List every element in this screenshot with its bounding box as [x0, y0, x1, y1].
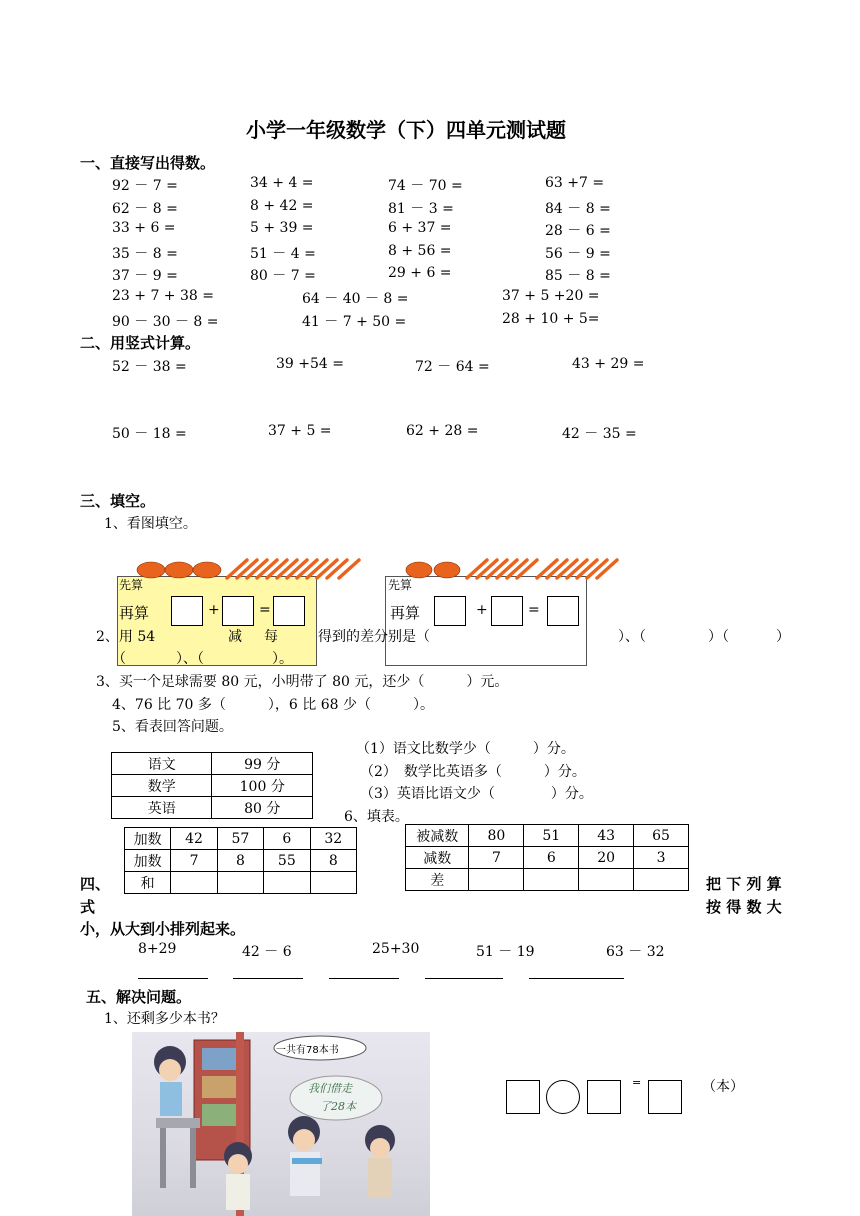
- table-cell: 100 分: [212, 775, 313, 797]
- arithmetic-problem: 23 + 7 + 38 =: [112, 288, 214, 304]
- table-cell[interactable]: [171, 872, 217, 894]
- pic-label-first: 先算: [388, 578, 413, 592]
- table-cell: 42: [171, 828, 217, 850]
- table-cell: 57: [217, 828, 263, 850]
- table-cell: 99 分: [212, 753, 313, 775]
- table-row-header: 加数: [125, 850, 171, 872]
- arithmetic-problem: 41 － 7 + 50 =: [302, 313, 407, 330]
- vertical-calc-problem: 42 － 35 =: [562, 426, 637, 442]
- arithmetic-problem: 5 + 39 =: [250, 220, 314, 237]
- bundle-sticks-right: [405, 556, 630, 580]
- arithmetic-problem: 81 － 3 =: [388, 200, 454, 217]
- arithmetic-problem: 51 － 4 =: [250, 245, 316, 262]
- subtraction-row: [406, 847, 689, 869]
- arithmetic-problem: 90 － 30 － 8 =: [112, 313, 219, 330]
- section3-heading: 三、填空。: [80, 492, 156, 510]
- arithmetic-problem: 64 － 40 － 8 =: [302, 291, 409, 307]
- section5-heading: 五、解决问题。: [86, 988, 192, 1006]
- subtraction-table: [405, 824, 689, 891]
- q2-part-j: ）。: [272, 651, 293, 667]
- q5-text: 5、看表回答问题。: [112, 719, 233, 735]
- table-cell[interactable]: [634, 869, 689, 891]
- arithmetic-problem: 8 + 42 =: [250, 197, 314, 214]
- arithmetic-problem: 34 + 4 =: [250, 175, 314, 191]
- q5-sub2: （2） 数学比英语多（ ）分。: [360, 764, 586, 780]
- table-cell: 20: [579, 847, 634, 869]
- table-cell[interactable]: [217, 872, 263, 894]
- table-cell[interactable]: [264, 872, 310, 894]
- table-cell: 43: [579, 825, 634, 847]
- q3-text: 3、买一个足球需要 80 元，小明带了 80 元，还少（ ）元。: [96, 674, 509, 690]
- table-row-header: 和: [125, 872, 171, 894]
- section4-heading-left2: 式: [80, 898, 96, 916]
- arithmetic-problem: 92 － 7 =: [112, 178, 178, 194]
- plus-sign: +: [208, 602, 220, 618]
- score-table: [111, 752, 313, 819]
- table-cell[interactable]: [579, 869, 634, 891]
- q4-text: 4、76 比 70 多（ ），6 比 68 少（ ）。: [112, 697, 434, 713]
- bundle-sticks-left: [135, 556, 365, 580]
- addition-row: [125, 850, 357, 872]
- equals-sign: =: [528, 602, 540, 618]
- arithmetic-problem: 35 － 8 =: [112, 245, 178, 262]
- section4-heading-line3: 小，从大到小排列起来。: [80, 920, 246, 938]
- answer-line[interactable]: [233, 978, 303, 979]
- pic-label-then: 再算: [390, 604, 421, 622]
- q2-part-d: 得到的差分别是（: [318, 629, 430, 645]
- table-cell[interactable]: [524, 869, 579, 891]
- vertical-calc-problem: 37 + 5 =: [268, 423, 332, 439]
- table-row-header: 减数: [406, 847, 469, 869]
- plus-sign: +: [476, 602, 488, 618]
- table-cell: 3: [634, 847, 689, 869]
- q6-text: 6、填表。: [344, 809, 409, 825]
- ordering-expression: 8+29: [138, 941, 177, 957]
- answer-box[interactable]: [506, 1080, 540, 1114]
- arithmetic-problem: 84 － 8 =: [545, 200, 611, 217]
- arithmetic-problem: 28 － 6 =: [545, 223, 611, 240]
- table-cell: 6: [524, 847, 579, 869]
- answer-line[interactable]: [529, 978, 624, 979]
- vertical-calc-problem: 62 + 28 =: [406, 423, 479, 439]
- addition-row: [125, 872, 357, 894]
- table-cell: 8: [217, 850, 263, 872]
- vertical-calc-problem: 43 + 29 =: [572, 356, 645, 372]
- arithmetic-problem: 6 + 37 =: [388, 220, 452, 237]
- q5-1-text: 1、还剩多少本书？: [104, 1011, 225, 1027]
- arithmetic-problem: 80 － 7 =: [250, 268, 316, 285]
- answer-box[interactable]: [587, 1080, 621, 1114]
- vertical-calc-problem: 39 +54 =: [276, 356, 344, 372]
- vertical-calc-problem: 72 － 64 =: [415, 359, 490, 375]
- arithmetic-problem: 29 + 6 =: [388, 265, 452, 282]
- table-cell: 8: [310, 850, 356, 872]
- q2-part-b: 减: [228, 629, 242, 645]
- q2-part-c: 每: [264, 629, 278, 645]
- answer-box[interactable]: [491, 596, 523, 626]
- q2-part-a: 2、用 54: [96, 629, 156, 645]
- table-cell: 32: [310, 828, 356, 850]
- section1-heading: 一、直接写出得数。: [80, 154, 216, 172]
- vertical-calc-problem: 52 － 38 =: [112, 359, 187, 375]
- answer-box[interactable]: [648, 1080, 682, 1114]
- section2-heading: 二、用竖式计算。: [80, 334, 201, 352]
- score-row: [112, 797, 313, 819]
- subtraction-row: [406, 825, 689, 847]
- arithmetic-problem: 33 + 6 =: [112, 220, 176, 237]
- q2-part-f: ）（: [708, 629, 729, 645]
- section4-heading-right1: 把 下 列 算: [706, 875, 782, 893]
- speech-bubble-borrow-2: 了28本: [320, 1100, 356, 1113]
- table-row-header: 语文: [112, 753, 212, 775]
- ordering-expression: 51 － 19: [476, 944, 535, 960]
- table-row-header: 数学: [112, 775, 212, 797]
- answer-box[interactable]: [171, 596, 203, 626]
- ordering-expression: 63 － 32: [606, 944, 665, 960]
- table-cell[interactable]: [469, 869, 524, 891]
- arithmetic-problem: 62 － 8 =: [112, 200, 178, 217]
- arithmetic-problem: 85 － 8 =: [545, 268, 611, 285]
- pic-label-first: 先算: [119, 578, 144, 592]
- ordering-expression: 25+30: [372, 941, 420, 957]
- section4-heading-left1: 四、: [80, 875, 111, 893]
- table-row-header: 英语: [112, 797, 212, 819]
- equals-sign: =: [259, 602, 271, 618]
- q1-text: 1、看图填空。: [104, 516, 197, 532]
- arithmetic-problem: 37 + 5 +20 =: [502, 288, 600, 304]
- table-cell: 65: [634, 825, 689, 847]
- section4-heading-right2: 按 得 数 大: [706, 898, 782, 916]
- arithmetic-problem: 28 + 10 + 5=: [502, 310, 600, 327]
- equals-sign: =: [632, 1076, 642, 1089]
- arithmetic-problem: 56 － 9 =: [545, 245, 611, 262]
- library-illustration: [132, 1032, 430, 1216]
- speech-bubble-borrow-1: 我们借走: [308, 1082, 352, 1095]
- answer-box[interactable]: [434, 596, 466, 626]
- table-cell: 7: [171, 850, 217, 872]
- table-cell: 55: [264, 850, 310, 872]
- unit-label: （本）: [702, 1079, 744, 1095]
- page-title: 小学一年级数学（下）四单元测试题: [246, 118, 566, 142]
- addition-table: [124, 827, 357, 894]
- table-row-header: 被减数: [406, 825, 469, 847]
- operator-circle[interactable]: [546, 1080, 580, 1114]
- speech-bubble-total: 一共有78本书: [276, 1045, 339, 1056]
- table-cell: 80: [469, 825, 524, 847]
- q5-sub3: （3）英语比语文少（ ）分。: [360, 786, 593, 802]
- answer-line[interactable]: [329, 978, 399, 979]
- table-row-header: 加数: [125, 828, 171, 850]
- arithmetic-problem: 8 + 56 =: [388, 242, 452, 259]
- answer-box[interactable]: [547, 596, 579, 626]
- arithmetic-problem: 63 +7 =: [545, 175, 605, 191]
- score-row: [112, 753, 313, 775]
- table-cell: 7: [469, 847, 524, 869]
- score-row: [112, 775, 313, 797]
- answer-box[interactable]: [273, 596, 305, 626]
- ordering-expression: 42 － 6: [242, 944, 292, 960]
- answer-line[interactable]: [425, 978, 503, 979]
- q2-part-g: ）: [776, 629, 790, 645]
- table-cell: 80 分: [212, 797, 313, 819]
- table-cell: 51: [524, 825, 579, 847]
- table-cell: 6: [264, 828, 310, 850]
- table-row-header: 差: [406, 869, 469, 891]
- answer-line[interactable]: [138, 978, 208, 979]
- q2-part-i: ）、（: [176, 651, 204, 667]
- q2-part-e: ）、（: [618, 629, 646, 645]
- answer-box[interactable]: [222, 596, 254, 626]
- table-cell[interactable]: [310, 872, 356, 894]
- vertical-calc-problem: 50 － 18 =: [112, 426, 187, 442]
- q5-sub1: （1）语文比数学少（ ）分。: [356, 741, 575, 757]
- arithmetic-problem: 74 － 70 =: [388, 178, 463, 194]
- addition-row: [125, 828, 357, 850]
- pic-label-then: 再算: [119, 604, 150, 622]
- arithmetic-problem: 37 － 9 =: [112, 268, 178, 285]
- subtraction-row: [406, 869, 689, 891]
- q2-part-h: （: [112, 651, 126, 667]
